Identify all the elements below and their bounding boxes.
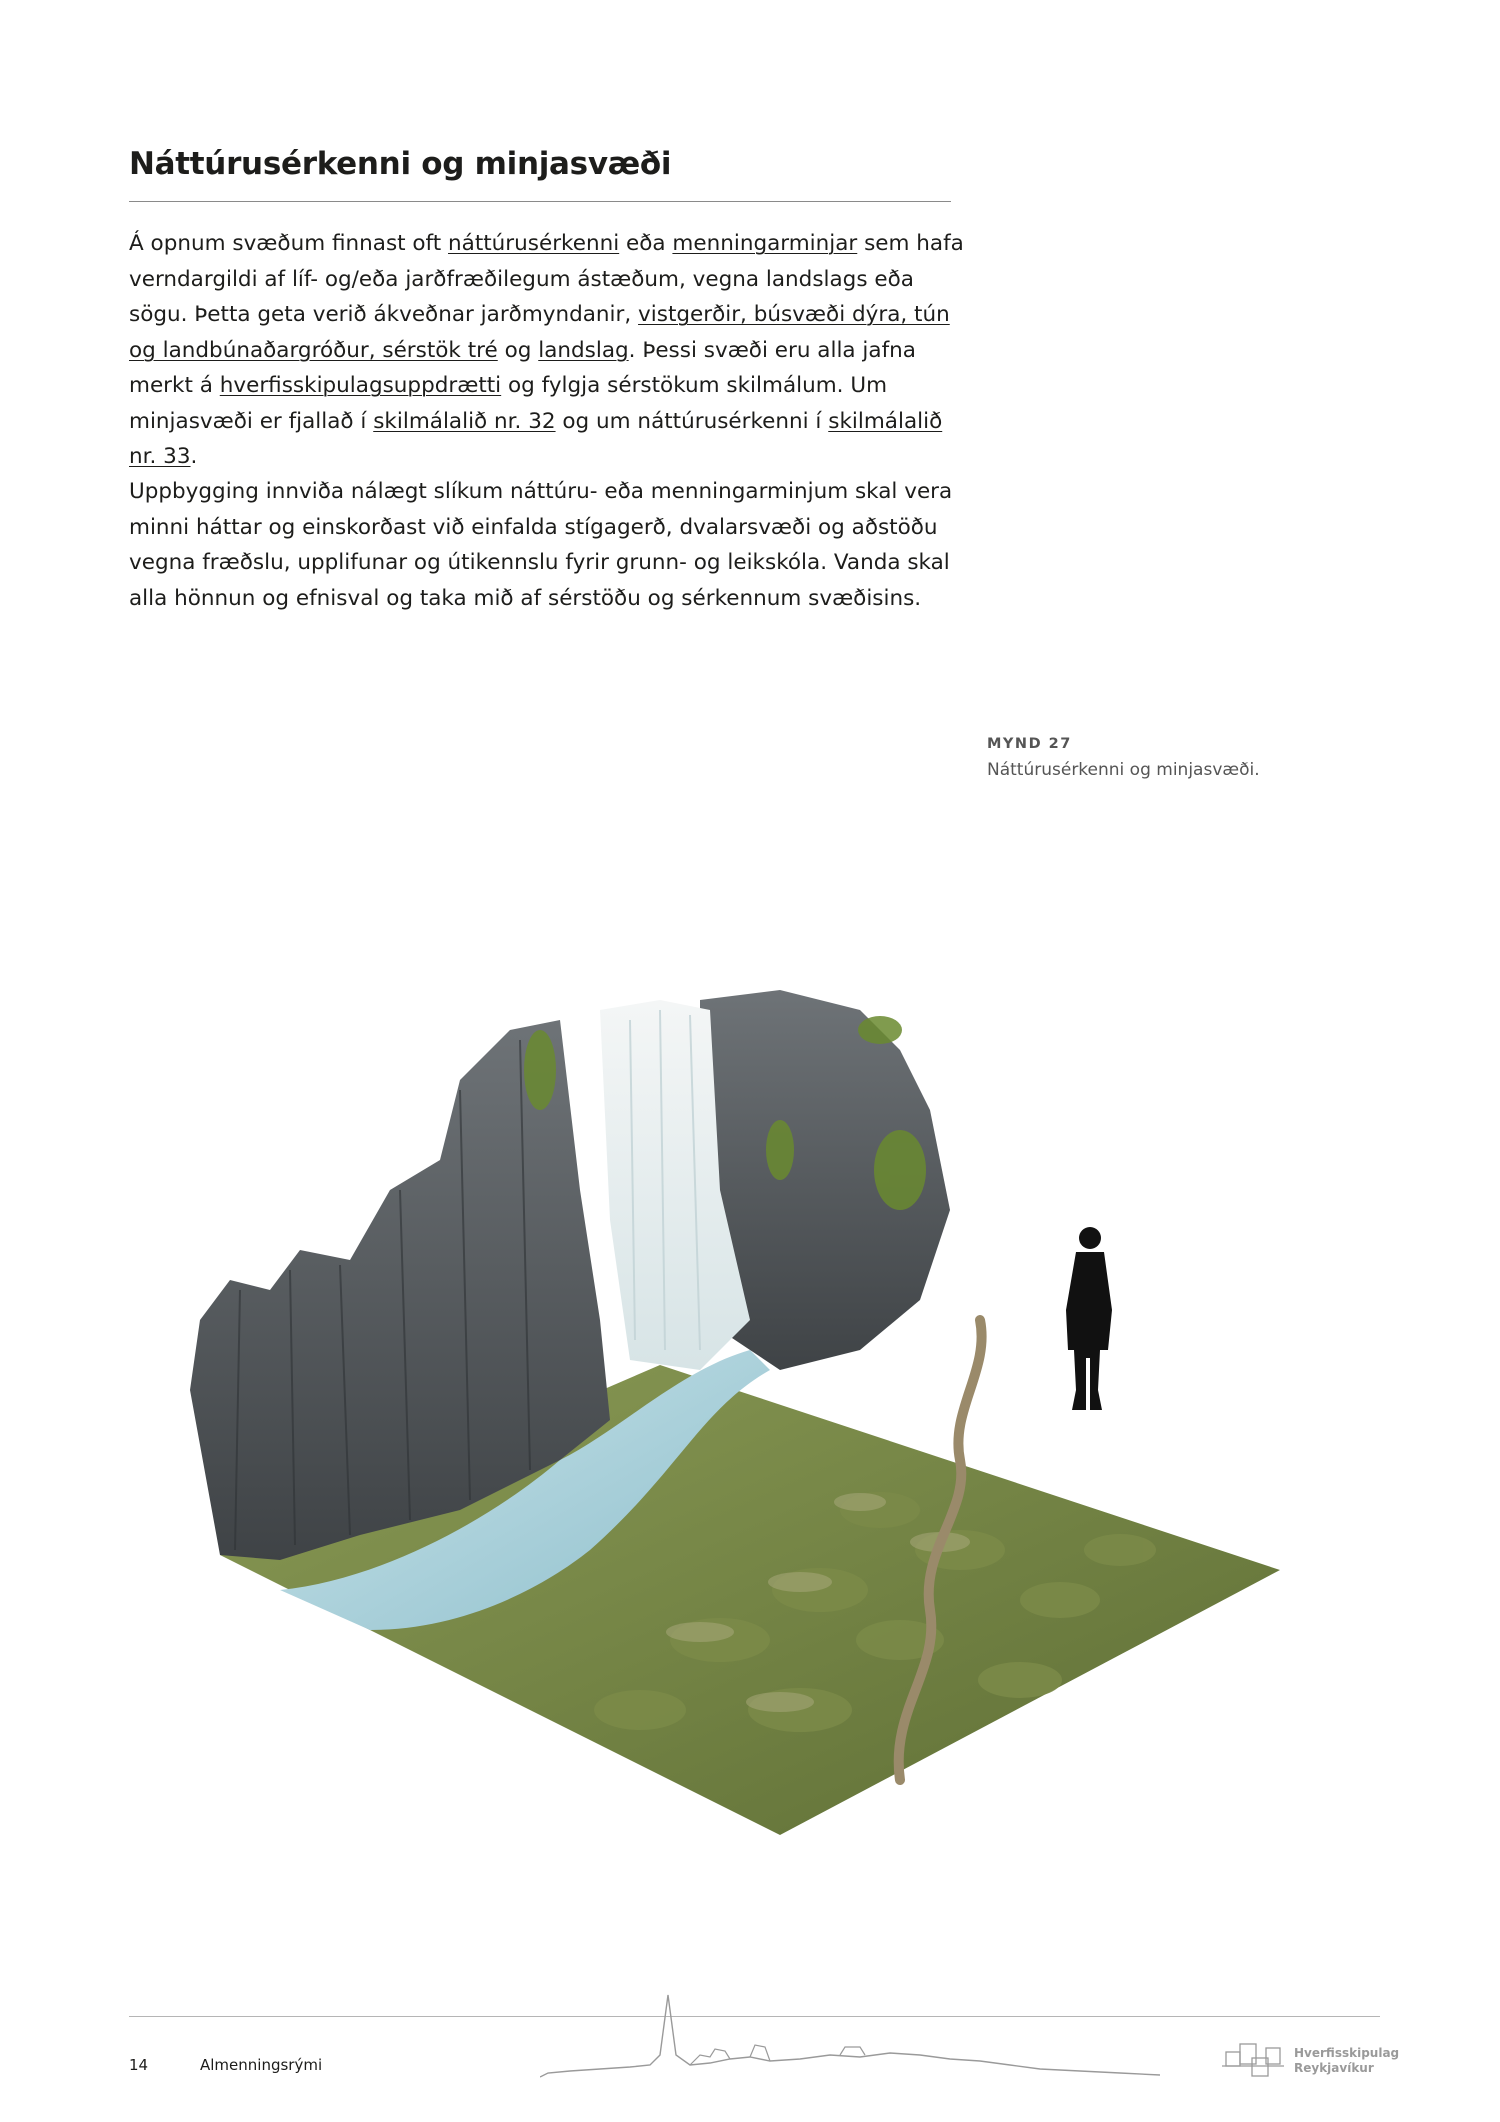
link-landslag[interactable]: landslag [538, 337, 629, 363]
section-name: Almenningsrými [200, 2056, 323, 2074]
text-segment: sem hafa verndargildi af líf- og/eða jarðfræðilegum ástæðum, vegna landslags eða sögu. Þetta geta verið ákveðnar jarðmyndanir, [129, 231, 964, 327]
link-menningarminjar[interactable]: menningarminjar [672, 231, 858, 256]
text-segment: . Þessi svæði eru alla jafna merkt á [129, 337, 916, 398]
link-skilmalalid-33[interactable]: skilmálalið nr. 33 [129, 408, 943, 469]
text-segment: og fylgja sérstökum skilmálum. Um minjasvæði er fjallað í [129, 373, 888, 434]
text-segment: og um náttúrusérkenni í [555, 408, 829, 434]
skyline-drawing [540, 1985, 1160, 2085]
link-skilmalalid-32[interactable]: skilmálalið nr. 32 [373, 408, 556, 434]
waterfall-illustration [160, 990, 1300, 1850]
brand-line-1: Hverfisskipulag [1294, 2046, 1400, 2060]
figure-caption: Náttúrusérkenni og minjasvæði. [987, 760, 1260, 780]
person-silhouette [1066, 1227, 1112, 1410]
text-segment: og [497, 337, 539, 363]
text-segment: eða [619, 231, 673, 256]
link-vistgerdir[interactable]: vistgerðir, búsvæði dýra, tún og landbúnaðargróður, sérstök tré [129, 302, 950, 363]
heading-divider [129, 201, 951, 202]
text-segment: . [190, 444, 198, 469]
text-segment: Á opnum svæðum finnast oft [129, 231, 449, 256]
link-nattursurkenni[interactable]: náttúrusérkenni [448, 231, 620, 256]
page-number: 14 [129, 2056, 149, 2074]
page-heading: Náttúrusérkenni og minjasvæði [129, 146, 672, 182]
figure-label: MYND 27 [987, 736, 1072, 752]
infrastructure-paragraph: Uppbygging innviða nálægt slíkum náttúru- eða menningarminjum skal vera minni háttar og einskorðast við einfalda stígagerð, dvalarsvæði og aðstöðu vegna fræðslu, upplifunar og útikennslu fyrir grunn- og leikskóla. Vanda skal alla hönnun og efnisval og taka mið af sérstöðu og sérkennum svæðisins. [129, 479, 953, 611]
hverfisskipulag-logo [1222, 2038, 1288, 2084]
intro-paragraph [129, 226, 969, 475]
brand-logo [1222, 2038, 1400, 2086]
link-hverfisskipulagsuppdraettir[interactable]: hverfisskipulagsuppdrætti [219, 373, 502, 398]
brand-line-2: Reykjavíkur [1294, 2061, 1374, 2075]
